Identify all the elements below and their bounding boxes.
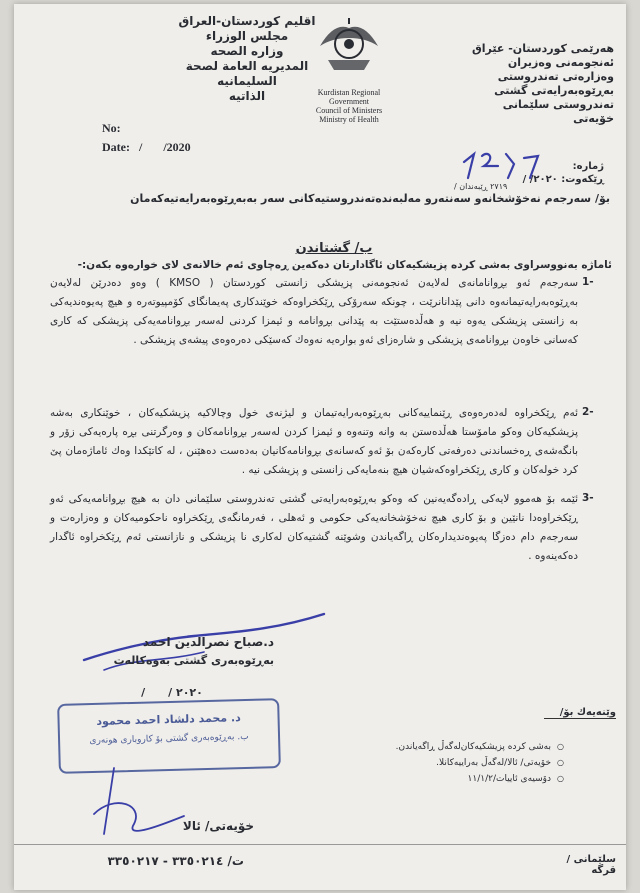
kurdish-header-line: ئەنجومەنی وەزیران bbox=[507, 56, 614, 69]
paragraph-number: 3- bbox=[582, 492, 594, 504]
kurdish-date-label: ڕێكەوت: bbox=[561, 174, 604, 185]
paragraph-1: سەرجەم ئەو بڕوانامانەی لەلایەن ئەنجومەنی پزیشكی زانستی كوردستان ( KMSO ) وەو دەدرێن لەلایەن بەڕێوەبەرایەتیمانەوە دانی پێدانانرێت ، چونكە سەرۆكی ڕێكخراوەكە خوێندكاری پەیمانگای كۆمپیوتەرە و هیچ پەیوەندیەكی بە زانستی پزیشكی یەوە نیە و هەڵدەستێت بە پێدانی بڕوانامە و ئیمزا كردنی لەسەر بڕوانامەیەكی پزیشكی كە كاری كەسانی خاوەن بڕوانامەی پزیشكی و شارەزای ئەو بوارەیە نەوەك كەسێكی دەرەوەی پیشەی پزیشكی . bbox=[50, 277, 578, 346]
stamp-line: ب. بەڕێوەبەری گشتی بۆ كاروباری هونەری bbox=[89, 731, 249, 747]
arabic-header-line: المديريه العامة لصحة السليمانيه bbox=[185, 59, 309, 88]
list-item: ○ خۆیەتی/ ئالا/لەگەڵ بەراییەكانلا. bbox=[364, 755, 564, 771]
letter-page bbox=[14, 4, 626, 890]
reference-date-value: / /2020 bbox=[138, 140, 191, 154]
kurdish-date-value: ٢٠٢٠/ / bbox=[522, 174, 558, 185]
reference-date-label: Date: bbox=[102, 140, 130, 154]
kurdish-header bbox=[454, 42, 614, 126]
footer-divider bbox=[14, 844, 626, 845]
kurdistan-emblem-icon bbox=[314, 16, 384, 76]
kurdish-header-line: هەرێمی كوردستان- عێراق bbox=[471, 42, 614, 55]
recipient-line: بۆ/ سەرجەم نەخۆشخانەو سەنتەرو مەلبەندەتەندروستیەكانی سەر بەبەڕێوەبەرایەتیەكەمان bbox=[130, 192, 610, 205]
reference-number-label: No: bbox=[102, 121, 121, 135]
arabic-header-line: مجلس الوزراء bbox=[205, 29, 289, 43]
paragraph-number: 1- bbox=[582, 276, 594, 288]
logo-caption-line: Government bbox=[329, 97, 369, 106]
kurdish-number-label: ژمارە: bbox=[572, 161, 604, 172]
logo-caption-line: Kurdistan Regional bbox=[317, 88, 381, 97]
list-item: ○ دۆسیەی ئاییات/١١/١/٢ bbox=[364, 771, 564, 787]
footer-phone: ت/ ٣٣٥٠٢١٤ - ٣٣٥٠٢١٧ bbox=[107, 854, 244, 868]
bottom-signature-label: خۆیەتی/ ئالا bbox=[182, 819, 254, 833]
arabic-header-line: الذاتيه bbox=[228, 89, 266, 103]
official-stamp bbox=[57, 698, 281, 774]
kurdish-date-note: ٢٧١٩ ڕێبەندان / bbox=[454, 182, 508, 191]
kurdish-header-line: بەڕێوەبەرایەتی گشتی تەندروستی سلێمانی bbox=[494, 84, 614, 111]
subject-line: ب/ گشتاندن bbox=[295, 241, 373, 256]
paragraph-3: ئێمە بۆ هەموو لایەكی ڕادەگەیەنین كە وەكو بەڕێوەبەرایەتی گشتی تەندروستی سلێمانی دان بە هیچ بڕوانامەیەكی ئەو ڕێكخراوەدا نانێین و بۆ كاری هیچ نەخۆشخانەیەكی حكومی و ئەهلی ، فەرمانگەی ڕێكخراوە ناحكومیەكان و وەزارەت و سەرجەم دام دەزگا پەیوەندیدارەكان ڕاگەیاندن وشوێنە گشتیەكان لەكاری نا پزیشكی و نازانستی ئەم ڕێكخراوە ئاگدار دەكەینەوە . bbox=[50, 493, 578, 562]
stamp-line: د. محمد دلشاد احمد محمود bbox=[96, 711, 241, 728]
list-item: ○ بەشی كردە پزیشكیەكان‌لەگەڵ ڕاگەیاندن. bbox=[364, 739, 564, 755]
kurdish-header-line: خۆیەتی bbox=[573, 112, 614, 125]
arabic-header-line: وزاره الصحه bbox=[210, 44, 284, 58]
arabic-header-line: اقليم كوردستان-العراق bbox=[178, 14, 316, 28]
kurdish-header-line: وەزارەتی تەندروستی bbox=[497, 70, 614, 83]
director-name: د.صباح نصرالدين احمد bbox=[142, 635, 274, 649]
director-title: بەڕێوەبەری گشتی بەوەكالەت bbox=[113, 654, 274, 667]
copy-to-title: وێنەیەك بۆ/ bbox=[544, 707, 616, 719]
footer-city: سلێمانی / قرگە bbox=[566, 854, 616, 876]
paragraph-2: ئەم ڕێكخراوە لەدەرەوەی ڕێنماییەكانی بەڕێوەبەرایەتیمان و لیژنەی خول وچالاكیە پزیشكیەكان ، خوێنكاری بەشە پزیشكیەكان وەكو مامۆستا هەڵدەستن بە وانە وتنەوە و ئیمزا كردن لەسەر بڕوانامەكان و وەرگرتنی بڕە پارەیەكی زۆر و بانگەشەی ڕەخساندنی دەرفەتی كارەكەن بۆ ئەو كەسانەی بڕوانامەكانیان بەدەست دەهێنن ، لە كاتێكدا وەك ئاماژەمان پێ كرد خولەكان و كاری ڕێكخراوەكەشیان هیچ بنەمایەكی زانستی و پزیشكی نیە . bbox=[50, 407, 578, 476]
logo-caption-line: Council of Ministers bbox=[315, 106, 383, 115]
logo-caption bbox=[299, 88, 399, 124]
signature-date: ٢٠٢٠ / / bbox=[141, 686, 203, 699]
logo-caption-line: Ministry of Health bbox=[319, 115, 379, 124]
reference-date bbox=[102, 140, 191, 155]
copy-to-list bbox=[364, 739, 564, 787]
paragraph-number: 2- bbox=[582, 406, 594, 418]
intro-line: ئاماژە بەنووسراوی بەشی كردە پزیشكیەكان ئاگادارتان دەكەین ڕەچاوی ئەم خالانەی لای خوارەوە بكەن:- bbox=[77, 259, 612, 271]
